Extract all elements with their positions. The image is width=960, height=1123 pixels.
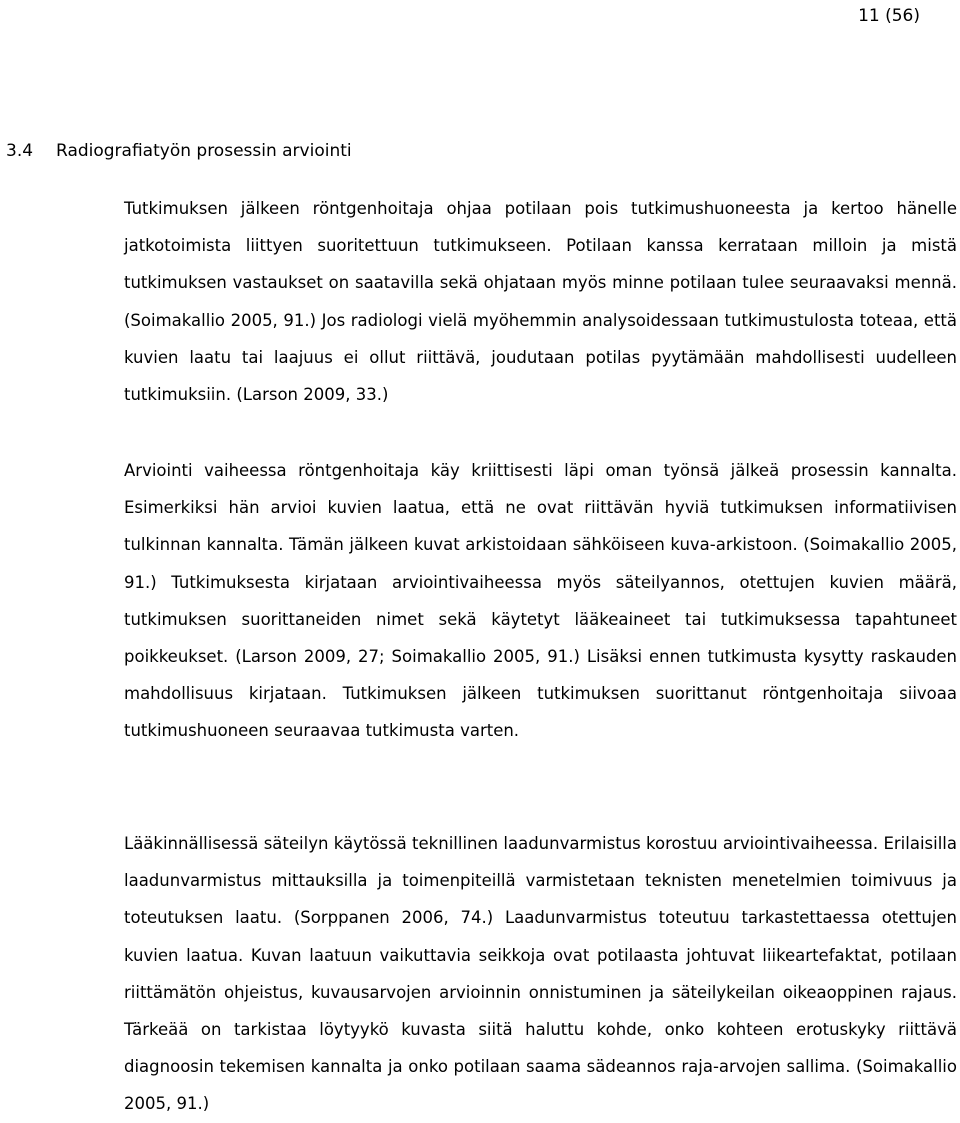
paragraph-patient-guidance: Tutkimuksen jälkeen röntgenhoitaja ohjaa potilaan pois tutkimushuoneesta ja kertoo hänelle jatkotoimista liittyen suoritettuun tutkimukseen. Potilaan kanssa kerrataan milloin ja mistä tutkimuksen vastaukset on saatavilla sekä ohjataan myös minne potilaan tulee seuraavaksi mennä. (Soimakallio 2005, 91.) Jos radiologi vielä myöhemmin analysoidessaan tutkimustulosta toteaa, että kuvien laatu tai laajuus ei ollut riittävä, joudutaan potilas pyytämään mahdollisesti uudelleen tutkimuksiin. (Larson 2009, 33.)	[124, 199, 957, 405]
section-title: Radiografiatyön prosessin arviointi	[56, 141, 352, 161]
page-number: 11 (56)	[858, 6, 920, 26]
section-number: 3.4	[6, 141, 34, 161]
paragraph-evaluation-phase: Arviointi vaiheessa röntgenhoitaja käy kriittisesti läpi oman työnsä jälkeä prosessin kannalta. Esimerkiksi hän arvioi kuvien laatua, että ne ovat riittävän hyviä tutkimuksen informatiivisen tulkinnan kannalta. Tämän jälkeen kuvat arkistoidaan sähköiseen kuva-arkistoon. (Soimakallio 2005, 91.) Tutkimuksesta kirjataan arviointivaiheessa myös säteilyannos, otettujen kuvien määrä, tutkimuksen suorittaneiden nimet sekä käytetyt lääkeaineet tai tutkimuksessa tapahtuneet poikkeukset. (Larson 2009, 27; Soimakallio 2005, 91.) Lisäksi ennen tutkimusta kysytty raskauden mahdollisuus kirjataan. Tutkimuksen jälkeen tutkimuksen suorittanut röntgenhoitaja siivoaa tutkimushuoneen seuraavaa tutkimusta varten.	[124, 461, 957, 741]
paragraph-quality-assurance: Lääkinnällisessä säteilyn käytössä teknillinen laadunvarmistus korostuu arviointivaiheessa. Erilaisilla laadunvarmistus mittauksilla ja toimenpiteillä varmistetaan teknisten menetelmien toimivuus ja toteutuksen laatu. (Sorppanen 2006, 74.) Laadunvarmistus toteutuu tarkastettaessa otettujen kuvien laatua. Kuvan laatuun vaikuttavia seikkoja ovat potilaasta johtuvat liikeartefaktat, potilaan riittämätön ohjeistus, kuvausarvojen arvioinnin onnistuminen ja säteilykeilan oikeaoppinen rajaus. Tärkeää on tarkistaa löytyykö kuvasta siitä haluttu kohde, onko kohteen erotuskyky riittävä diagnoosin tekemisen kannalta ja onko potilaan saama sädeannos raja-arvojen sallima. (Soimakallio 2005, 91.)	[124, 834, 957, 1114]
